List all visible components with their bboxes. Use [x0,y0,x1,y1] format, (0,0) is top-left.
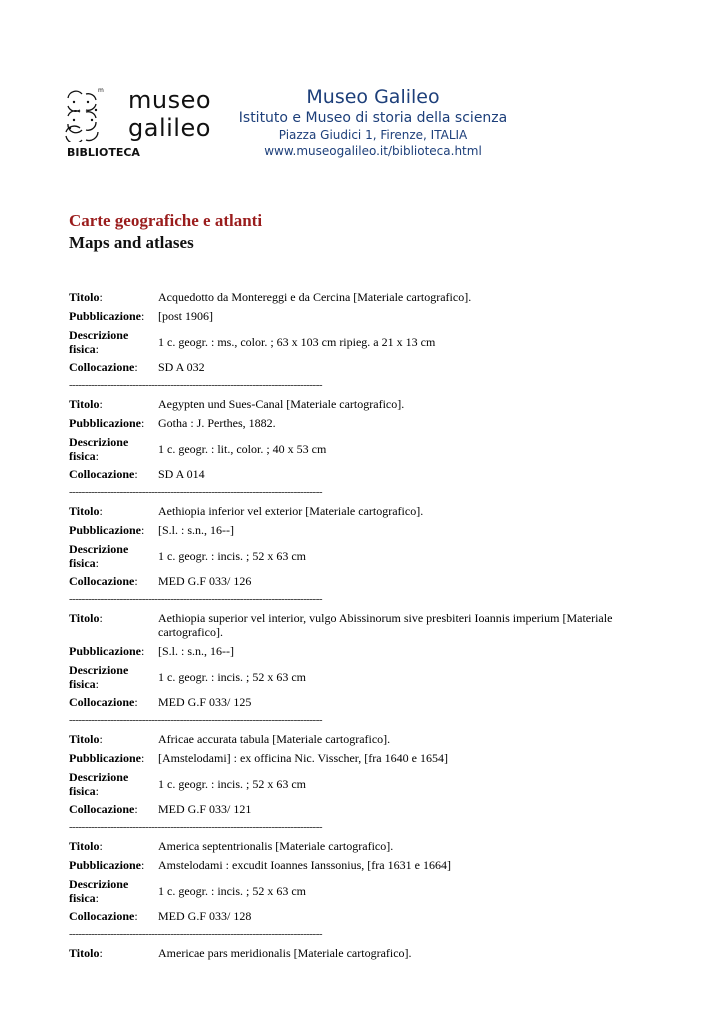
label-pubblicazione: Pubblicazione: [69,523,145,537]
record-row-collocazione [69,467,659,481]
label-descrizione-fisica: Descrizione fisica: [69,663,129,691]
label-collocazione: Collocazione: [69,695,138,709]
record-row-titolo [69,290,659,304]
record-row-titolo [69,611,659,639]
label-pubblicazione: Pubblicazione: [69,644,145,658]
label-titolo: Titolo: [69,290,103,304]
record-row-titolo [69,946,659,960]
value-titolo: Acquedotto da Montereggi e da Cercina [Materiale cartografico]. [158,290,472,304]
record-row-descrizione [69,542,659,570]
label-titolo: Titolo: [69,504,103,518]
record-row-descrizione [69,328,659,356]
logo-word-museo: museo [128,86,212,114]
value-descrizione-fisica: 1 c. geogr. : ms., color. ; 63 x 103 cm ripieg. a 21 x 13 cm [158,335,436,349]
label-collocazione: Collocazione: [69,574,138,588]
label-collocazione: Collocazione: [69,802,138,816]
label-descrizione-fisica: Descrizione fisica: [69,542,129,570]
institution-subtitle: Istituto e Museo di storia della scienza [238,110,508,126]
record-row-pubblicazione [69,309,659,323]
section-title-italian: Carte geografiche e atlanti [69,211,263,230]
catalog-record [69,611,659,726]
museo-galileo-logo [62,84,222,162]
record-row-collocazione [69,360,659,374]
value-collocazione: SD A 014 [158,467,205,481]
record-separator: -------------------------------------------------------------------------------- [69,821,323,833]
record-row-collocazione [69,802,659,816]
value-collocazione: MED G.F 033/ 121 [158,802,252,816]
record-row-descrizione [69,877,659,905]
value-titolo: America septentrionalis [Materiale cartografico]. [158,839,394,853]
svg-text:m: m [98,87,104,94]
value-pubblicazione: [Amstelodami] : ex officina Nic. Visscher, [fra 1640 e 1654] [158,751,448,765]
record-separator: -------------------------------------------------------------------------------- [69,486,323,498]
catalog-record [69,839,659,940]
value-descrizione-fisica: 1 c. geogr. : incis. ; 52 x 63 cm [158,670,306,684]
museo-galileo-logo-icon [62,86,106,142]
value-titolo: Africae accurata tabula [Materiale cartografico]. [158,732,391,746]
value-collocazione: MED G.F 033/ 125 [158,695,252,709]
label-pubblicazione: Pubblicazione: [69,309,145,323]
value-titolo: Aegypten und Sues-Canal [Materiale cartografico]. [158,397,405,411]
record-separator: -------------------------------------------------------------------------------- [69,593,323,605]
label-descrizione-fisica: Descrizione fisica: [69,328,129,356]
label-collocazione: Collocazione: [69,909,138,923]
catalog-record [69,946,659,960]
record-row-collocazione [69,909,659,923]
label-titolo: Titolo: [69,839,103,853]
label-descrizione-fisica: Descrizione fisica: [69,435,129,463]
value-collocazione: MED G.F 033/ 128 [158,909,252,923]
label-collocazione: Collocazione: [69,360,138,374]
record-row-titolo [69,732,659,746]
catalog-record-list [69,290,659,965]
record-row-collocazione [69,574,659,588]
record-row-pubblicazione [69,751,659,765]
value-pubblicazione: [post 1906] [158,309,213,323]
institution-url[interactable]: www.museogalileo.it/biblioteca.html [264,144,482,158]
label-pubblicazione: Pubblicazione: [69,858,145,872]
record-row-pubblicazione [69,523,659,537]
value-descrizione-fisica: 1 c. geogr. : incis. ; 52 x 63 cm [158,777,306,791]
catalog-record [69,504,659,605]
value-collocazione: MED G.F 033/ 126 [158,574,252,588]
value-pubblicazione: Amstelodami : excudit Ioannes Ianssonius, [fra 1631 e 1664] [158,858,451,872]
label-titolo: Titolo: [69,946,103,960]
label-titolo: Titolo: [69,611,103,625]
record-row-titolo [69,397,659,411]
value-titolo: Aethiopia superior vel interior, vulgo Abissinorum sive presbiteri Ioannis imperium [Materiale cartografico]. [158,611,613,639]
record-row-descrizione [69,770,659,798]
value-pubblicazione: [S.l. : s.n., 16--] [158,644,234,658]
record-row-descrizione [69,435,659,463]
catalog-record [69,397,659,498]
record-separator: -------------------------------------------------------------------------------- [69,714,323,726]
label-descrizione-fisica: Descrizione fisica: [69,770,129,798]
value-pubblicazione: [S.l. : s.n., 16--] [158,523,234,537]
value-titolo: Aethiopia inferior vel exterior [Materiale cartografico]. [158,504,424,518]
label-titolo: Titolo: [69,397,103,411]
value-descrizione-fisica: 1 c. geogr. : incis. ; 52 x 63 cm [158,549,306,563]
record-row-titolo [69,839,659,853]
logo-biblioteca-label: BIBLIOTECA [67,146,140,159]
record-row-pubblicazione [69,644,659,658]
value-descrizione-fisica: 1 c. geogr. : lit., color. ; 40 x 53 cm [158,442,327,456]
label-collocazione: Collocazione: [69,467,138,481]
value-collocazione: SD A 032 [158,360,205,374]
catalog-record [69,290,659,391]
label-titolo: Titolo: [69,732,103,746]
logo-word-galileo: galileo [128,114,211,142]
record-separator: -------------------------------------------------------------------------------- [69,928,323,940]
record-row-titolo [69,504,659,518]
value-pubblicazione: Gotha : J. Perthes, 1882. [158,416,276,430]
institution-title: Museo Galileo [306,86,440,108]
record-row-pubblicazione [69,416,659,430]
label-pubblicazione: Pubblicazione: [69,416,145,430]
record-row-collocazione [69,695,659,709]
label-descrizione-fisica: Descrizione fisica: [69,877,129,905]
record-separator: -------------------------------------------------------------------------------- [69,379,323,391]
record-row-descrizione [69,663,659,691]
value-titolo: Americae pars meridionalis [Materiale cartografico]. [158,946,412,960]
record-row-pubblicazione [69,858,659,872]
section-title-english: Maps and atlases [69,233,194,252]
institution-address: Piazza Giudici 1, Firenze, ITALIA [278,128,468,142]
value-descrizione-fisica: 1 c. geogr. : incis. ; 52 x 63 cm [158,884,306,898]
catalog-record [69,732,659,833]
label-pubblicazione: Pubblicazione: [69,751,145,765]
